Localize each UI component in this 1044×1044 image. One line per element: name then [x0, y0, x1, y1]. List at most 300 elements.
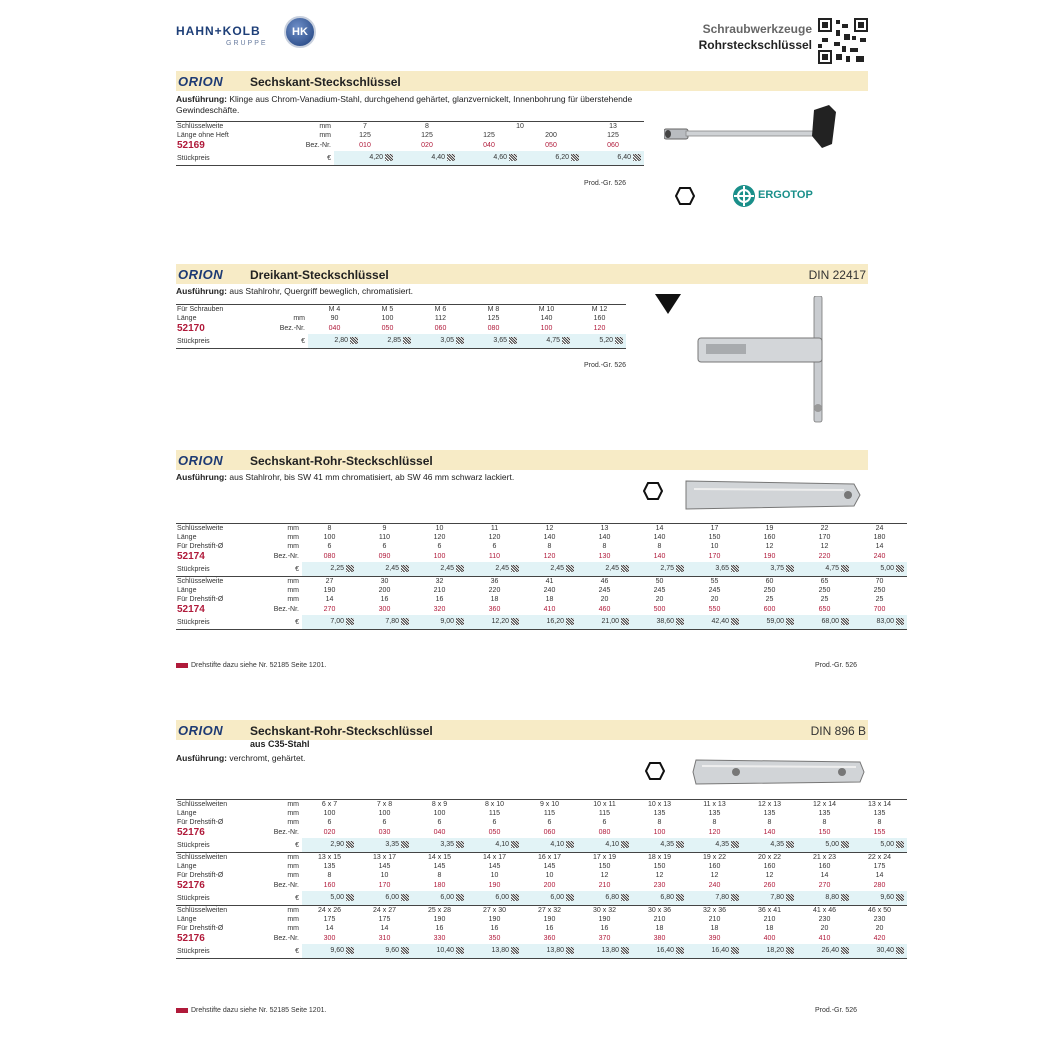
spec-cell: 20 x 22 [742, 853, 797, 863]
row-label: Stückpreis [176, 562, 254, 577]
article-number-cell: 010 [359, 142, 371, 149]
article-number-cell: 200 [543, 882, 556, 889]
article-number-cell: 300 [378, 606, 391, 613]
spec-cell: 10 x 11 [577, 800, 632, 810]
spec-cell: 20 [875, 925, 884, 932]
article-number-cell: 300 [323, 935, 336, 942]
price-cell: 2,85 [361, 334, 414, 349]
row-label: 52176 [177, 827, 205, 838]
spec-cell: 175 [873, 863, 886, 870]
spec-cell: 140 [543, 534, 556, 541]
row-unit: Bez.-Nr. [273, 553, 299, 560]
spec-cell: 18 [765, 925, 774, 932]
table-row [176, 862, 907, 871]
order-code-icon [456, 565, 464, 572]
table-row [176, 305, 626, 315]
tube-wrench-icon [684, 477, 864, 513]
section-header-3 [176, 450, 868, 470]
spec-cell: 100 [381, 315, 394, 322]
category-label: Schraubwerkzeuge [702, 22, 812, 36]
article-number-cell: 150 [818, 829, 831, 836]
spec-cell: 17 x 19 [577, 853, 632, 863]
row-label: Stückpreis [176, 838, 254, 853]
row-unit: € [262, 334, 308, 349]
spec-cell: 140 [540, 315, 553, 322]
price-table-52174 [176, 523, 907, 630]
brand-subtitle: GRUPPE [226, 40, 268, 47]
spec-cell: 8 [657, 819, 662, 826]
spec-cell: 13 x 15 [302, 853, 357, 863]
spec-cell: 14 [380, 925, 389, 932]
article-number-cell: 120 [708, 829, 721, 836]
price-cell: 7,00 [302, 615, 357, 630]
section-subtitle: aus C35-Stahl [250, 739, 310, 749]
price-cell: 2,90 [302, 838, 357, 853]
order-code-icon [401, 841, 409, 848]
article-number-cell: 230 [653, 882, 666, 889]
orion-logo: ORION [178, 723, 224, 738]
price-cell: 21,00 [577, 615, 632, 630]
spec-cell: 190 [433, 916, 446, 923]
row-label: Für Drehstift-Ø [177, 819, 224, 826]
order-code-icon [511, 841, 519, 848]
table-row [176, 122, 644, 132]
row-label: Schlüsselweite [176, 122, 290, 132]
order-code-icon [511, 618, 519, 625]
article-number-cell: 500 [653, 606, 666, 613]
spec-cell: 22 x 24 [852, 853, 907, 863]
spec-cell: 6 [327, 819, 332, 826]
row-unit: € [290, 151, 334, 166]
spec-cell: 30 x 32 [577, 906, 632, 916]
spec-cell: 230 [873, 916, 886, 923]
order-code-icon [346, 894, 354, 901]
spec-cell: 175 [378, 916, 391, 923]
order-code-icon [841, 894, 849, 901]
article-number-cell: 330 [433, 935, 446, 942]
article-number-cell: 180 [433, 882, 446, 889]
table-row [176, 906, 907, 916]
table-row [176, 533, 907, 542]
order-code-icon [731, 618, 739, 625]
article-number-cell: 270 [323, 606, 336, 613]
row-label: Länge [177, 534, 197, 541]
article-number-cell: 050 [545, 142, 557, 149]
article-number-cell: 400 [763, 935, 776, 942]
spec-cell: 18 [655, 925, 664, 932]
article-number-cell: 240 [708, 882, 721, 889]
table-row [176, 151, 644, 166]
spec-cell: 150 [598, 863, 611, 870]
row-label: Stückpreis [176, 334, 262, 349]
table-row [176, 604, 907, 615]
spec-cell: 10 [458, 122, 582, 132]
article-number-cell: 600 [763, 606, 776, 613]
spec-cell: 30 [357, 577, 412, 587]
spec-cell: 20 [710, 596, 719, 603]
article-number-cell: 170 [708, 553, 721, 560]
row-label: 52176 [177, 933, 205, 944]
table-row [176, 586, 907, 595]
spec-cell: 8 x 10 [467, 800, 522, 810]
spec-cell: 6 [492, 543, 497, 550]
row-unit: Bez.-Nr. [273, 606, 299, 613]
spec-cell: 12 x 13 [742, 800, 797, 810]
price-cell: 68,00 [797, 615, 852, 630]
order-code-icon [676, 894, 684, 901]
price-cell: 13,80 [467, 944, 522, 959]
spec-cell: M 5 [361, 305, 414, 315]
spec-cell: 250 [873, 587, 886, 594]
row-unit: € [254, 944, 302, 959]
article-number-cell: 380 [653, 935, 666, 942]
table-row [176, 551, 907, 562]
spec-cell: 8 [547, 543, 552, 550]
price-cell: 2,45 [467, 562, 522, 577]
spec-cell: 46 x 50 [852, 906, 907, 916]
article-number-cell: 060 [607, 142, 619, 149]
order-code-icon [786, 841, 794, 848]
spec-cell: 210 [763, 916, 776, 923]
arrow-icon [176, 663, 188, 668]
order-code-icon [896, 565, 904, 572]
article-number-cell: 220 [818, 553, 831, 560]
order-code-icon [509, 337, 517, 344]
spec-cell: 24 x 26 [302, 906, 357, 916]
row-label: Länge [177, 810, 197, 817]
article-number-cell: 120 [593, 325, 606, 332]
spec-cell: 25 [765, 596, 774, 603]
spec-cell: 115 [543, 810, 556, 817]
spec-cell: 6 [437, 819, 442, 826]
price-cell: 7,80 [742, 891, 797, 906]
row-unit: mm [319, 132, 331, 139]
spec-cell: 8 [302, 524, 357, 534]
spec-cell: 70 [852, 577, 907, 587]
order-code-icon [621, 618, 629, 625]
article-number-cell: 060 [543, 829, 556, 836]
article-number-cell: 420 [873, 935, 886, 942]
spec-cell: 8 [657, 543, 662, 550]
order-code-icon [633, 154, 641, 161]
price-cell: 7,80 [357, 615, 412, 630]
article-number-cell: 170 [378, 882, 391, 889]
order-code-icon [896, 947, 904, 954]
spec-cell: 9 [357, 524, 412, 534]
price-table-52169 [176, 121, 644, 166]
article-number-cell: 080 [598, 829, 611, 836]
order-code-icon [786, 618, 794, 625]
article-number-cell: 370 [598, 935, 611, 942]
row-label: Stückpreis [176, 891, 254, 906]
spec-cell: 11 x 13 [687, 800, 742, 810]
spec-cell: 18 x 19 [632, 853, 687, 863]
din-standard: DIN 896 B [810, 724, 866, 738]
article-number-cell: 280 [873, 882, 886, 889]
article-number-cell: 160 [323, 882, 336, 889]
table-row [176, 944, 907, 959]
price-cell: 12,20 [467, 615, 522, 630]
row-unit: mm [254, 524, 302, 534]
order-code-icon [566, 841, 574, 848]
brand-logo: HK [284, 16, 316, 48]
orion-logo: ORION [178, 267, 224, 282]
price-cell: 4,10 [467, 838, 522, 853]
price-cell: 16,40 [687, 944, 742, 959]
order-code-icon [731, 947, 739, 954]
spec-cell: 27 x 32 [522, 906, 577, 916]
spec-cell: 8 [602, 543, 607, 550]
row-label: 52174 [177, 604, 205, 615]
ergotop-label: ERGOTOP [758, 189, 813, 201]
row-label: 52176 [177, 880, 205, 891]
article-number-cell: 240 [873, 553, 886, 560]
price-cell: 9,60 [357, 944, 412, 959]
row-label: Stückpreis [176, 615, 254, 630]
price-cell: 4,20 [334, 151, 396, 166]
spec-cell: 8 [437, 872, 442, 879]
article-number-cell: 650 [818, 606, 831, 613]
spec-cell: 120 [488, 534, 501, 541]
article-number-cell: 140 [763, 829, 776, 836]
price-cell: 4,10 [522, 838, 577, 853]
spec-cell: 190 [598, 916, 611, 923]
article-number-cell: 110 [488, 553, 501, 560]
hint-note: Drehstifte dazu siehe Nr. 52185 Seite 1201. [176, 1007, 326, 1014]
spec-cell: 125 [483, 132, 495, 139]
table-row [176, 818, 907, 827]
spec-cell: 245 [708, 587, 721, 594]
order-code-icon [385, 154, 393, 161]
spec-cell: 10 x 13 [632, 800, 687, 810]
order-code-icon [562, 337, 570, 344]
spec-cell: 65 [797, 577, 852, 587]
order-code-icon [401, 565, 409, 572]
section-title: Dreikant-Steckschlüssel [250, 268, 389, 282]
price-cell: 5,00 [302, 891, 357, 906]
row-label: Länge ohne Heft [177, 132, 229, 139]
order-code-icon [896, 894, 904, 901]
table-row [176, 615, 907, 630]
price-table-52170 [176, 304, 626, 349]
row-unit: mm [287, 534, 299, 541]
spec-cell: M 6 [414, 305, 467, 315]
order-code-icon [456, 841, 464, 848]
row-unit: € [254, 838, 302, 853]
spec-cell: 135 [873, 810, 886, 817]
spec-cell: 6 [382, 543, 387, 550]
spec-cell: 12 [820, 543, 829, 550]
spec-cell: 14 x 17 [467, 853, 522, 863]
spec-cell: 16 [435, 925, 444, 932]
spec-cell: 135 [708, 810, 721, 817]
product-group: Prod.-Gr. 526 [815, 1007, 858, 1014]
spec-cell: 27 x 30 [467, 906, 522, 916]
row-label: 52170 [177, 323, 205, 334]
article-number-cell: 460 [598, 606, 611, 613]
price-cell: 9,60 [302, 944, 357, 959]
order-code-icon [346, 947, 354, 954]
spec-cell: 200 [545, 132, 557, 139]
row-label: Länge [177, 587, 197, 594]
triangle-icon [654, 293, 682, 315]
table-row [176, 915, 907, 924]
spec-cell: 55 [687, 577, 742, 587]
spec-cell: 150 [708, 534, 721, 541]
row-label: Länge [177, 916, 197, 923]
row-label: Für Schrauben [176, 305, 262, 315]
row-unit: Bez.-Nr. [273, 829, 299, 836]
price-cell: 6,00 [412, 891, 467, 906]
spec-cell: 120 [433, 534, 446, 541]
spec-cell: 160 [818, 863, 831, 870]
table-row [176, 314, 626, 323]
article-number-cell: 140 [653, 553, 666, 560]
order-code-icon [571, 154, 579, 161]
spec-cell: 30 x 36 [632, 906, 687, 916]
table-row [176, 562, 907, 577]
article-number-cell: 120 [543, 553, 556, 560]
order-code-icon [731, 894, 739, 901]
spec-cell: 41 x 46 [797, 906, 852, 916]
spec-cell: 135 [763, 810, 776, 817]
table-row [176, 880, 907, 891]
article-number-cell: 100 [433, 553, 446, 560]
spec-cell: 190 [323, 587, 336, 594]
table-row [176, 524, 907, 534]
price-cell: 4,10 [577, 838, 632, 853]
spec-cell: M 4 [308, 305, 361, 315]
table-row [176, 891, 907, 906]
spec-cell: 200 [378, 587, 391, 594]
price-cell: 4,35 [687, 838, 742, 853]
row-unit: mm [287, 587, 299, 594]
spec-cell: 13 x 17 [357, 853, 412, 863]
spec-cell: 16 [600, 925, 609, 932]
price-cell: 5,00 [797, 838, 852, 853]
order-code-icon [401, 618, 409, 625]
price-cell: 3,05 [414, 334, 467, 349]
price-cell: 6,00 [357, 891, 412, 906]
spec-cell: 13 [577, 524, 632, 534]
spec-cell: 60 [742, 577, 797, 587]
spec-cell: 10 [710, 543, 719, 550]
price-cell: 42,40 [687, 615, 742, 630]
row-label: Für Drehstift-Ø [177, 543, 224, 550]
price-cell: 5,20 [573, 334, 626, 349]
row-label: Schlüsselweiten [176, 853, 254, 863]
spec-cell: 230 [818, 916, 831, 923]
article-number-cell: 260 [763, 882, 776, 889]
spec-cell: 135 [653, 810, 666, 817]
table-row [176, 924, 907, 933]
row-unit: Bez.-Nr. [279, 325, 305, 332]
spec-cell: 7 [334, 122, 396, 132]
spec-cell: 50 [632, 577, 687, 587]
spec-cell: 8 [822, 819, 827, 826]
article-number-cell: 130 [598, 553, 611, 560]
spec-cell: 8 [712, 819, 717, 826]
order-code-icon [896, 618, 904, 625]
price-cell: 4,75 [797, 562, 852, 577]
spec-cell: 125 [421, 132, 433, 139]
spec-cell: 145 [433, 863, 446, 870]
price-cell: 5,00 [852, 562, 907, 577]
arrow-icon [176, 1008, 188, 1013]
price-cell: 8,80 [797, 891, 852, 906]
price-cell: 3,65 [467, 334, 520, 349]
spec-cell: 190 [543, 916, 556, 923]
table-row [176, 838, 907, 853]
order-code-icon [615, 337, 623, 344]
spec-cell: 22 [797, 524, 852, 534]
qr-code-icon [818, 18, 868, 64]
order-code-icon [350, 337, 358, 344]
price-table-52176 [176, 799, 907, 959]
order-code-icon [731, 565, 739, 572]
spec-cell: 46 [577, 577, 632, 587]
row-unit: mm [254, 577, 302, 587]
spec-cell: 18 [710, 925, 719, 932]
section-description: Ausführung: verchromt, gehärtet. [176, 753, 306, 763]
spec-cell: 190 [488, 916, 501, 923]
price-cell: 6,20 [520, 151, 582, 166]
price-cell: 3,35 [357, 838, 412, 853]
product-group: Prod.-Gr. 526 [584, 362, 627, 369]
article-number-cell: 310 [378, 935, 391, 942]
spec-cell: 12 [765, 872, 774, 879]
spec-cell: 112 [434, 315, 447, 322]
order-code-icon [511, 947, 519, 954]
spec-cell: 12 [600, 872, 609, 879]
order-code-icon [346, 565, 354, 572]
spec-cell: 115 [488, 810, 501, 817]
order-code-icon [676, 841, 684, 848]
spec-cell: 250 [763, 587, 776, 594]
spec-cell: 11 [467, 524, 522, 534]
hexagon-icon [675, 186, 695, 206]
price-cell: 16,40 [632, 944, 687, 959]
row-label: Länge [177, 863, 197, 870]
order-code-icon [841, 841, 849, 848]
spec-cell: 12 [765, 543, 774, 550]
price-cell: 3,65 [687, 562, 742, 577]
spec-cell: 16 [490, 925, 499, 932]
spec-cell: 220 [488, 587, 501, 594]
orion-logo: ORION [178, 453, 224, 468]
order-code-icon [566, 618, 574, 625]
order-code-icon [403, 337, 411, 344]
spec-cell: 160 [708, 863, 721, 870]
spec-cell: 14 [325, 596, 334, 603]
spec-cell: 100 [433, 810, 446, 817]
table-row [176, 800, 907, 810]
spec-cell: 25 [820, 596, 829, 603]
order-code-icon [786, 947, 794, 954]
spec-cell: 125 [607, 132, 619, 139]
row-label: Schlüsselweiten [176, 800, 254, 810]
price-cell: 18,20 [742, 944, 797, 959]
row-unit: mm [293, 315, 305, 322]
article-number-cell: 020 [323, 829, 336, 836]
spec-cell: 41 [522, 577, 577, 587]
order-code-icon [511, 894, 519, 901]
spec-cell: 6 [437, 543, 442, 550]
article-number-cell: 270 [818, 882, 831, 889]
spec-cell: 245 [653, 587, 666, 594]
spec-cell: 16 x 17 [522, 853, 577, 863]
row-label: Länge [177, 315, 197, 322]
